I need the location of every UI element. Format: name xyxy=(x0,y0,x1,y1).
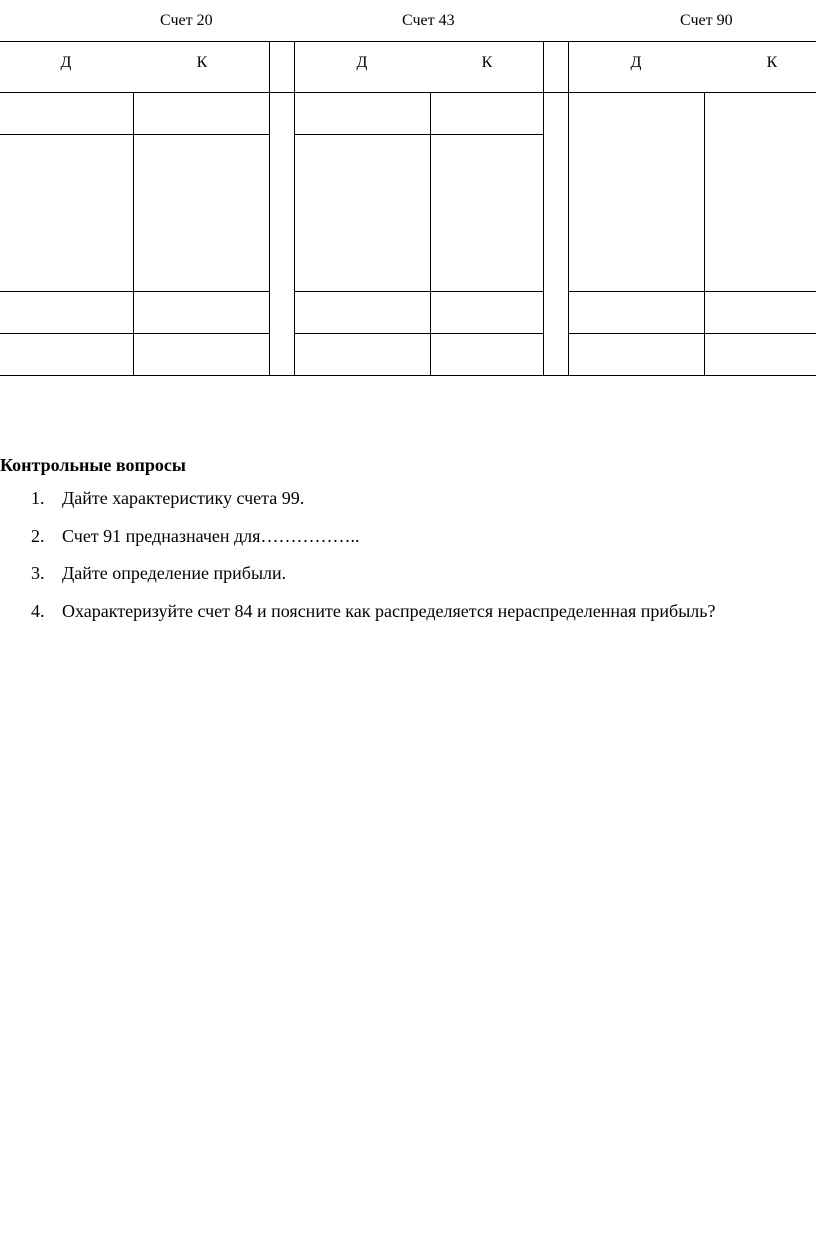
account-title-20: Счет 20 xyxy=(160,12,213,29)
acct90-credit-header: К xyxy=(766,54,778,71)
acct20-debit-header: Д xyxy=(60,54,72,71)
gap-left-2 xyxy=(543,41,544,376)
grid-line-row-2-acct90 xyxy=(568,291,816,292)
question-text: Дайте характеристику счета 99. xyxy=(62,488,305,508)
grid-line-row-1-acct20 xyxy=(0,134,269,135)
grid-line-bottom xyxy=(0,375,816,376)
account-title-90: Счет 90 xyxy=(680,12,733,29)
grid-line-row-3-acct43 xyxy=(294,333,543,334)
questions-heading: Контрольные вопросы xyxy=(0,455,186,475)
question-text: Охарактеризуйте счет 84 и поясните как распределяется нераспределенная прибыль? xyxy=(62,600,716,621)
grid-line-row-1-acct43 xyxy=(294,134,543,135)
divider-acct90 xyxy=(704,92,705,376)
divider-acct20 xyxy=(133,92,134,376)
question-text: Счет 91 предназначен для…………….. xyxy=(62,525,360,546)
grid-line-row-3-acct90 xyxy=(568,333,816,334)
gap-right-1 xyxy=(294,41,295,376)
gap-right-2 xyxy=(568,41,569,376)
divider-acct43 xyxy=(430,92,431,376)
grid-line-header-bottom xyxy=(0,92,816,93)
question-number: 3. xyxy=(31,563,45,583)
question-number: 4. xyxy=(31,600,45,621)
grid-line-row-2-acct43 xyxy=(294,291,543,292)
acct43-credit-header: К xyxy=(481,54,493,71)
acct90-debit-header: Д xyxy=(630,54,642,71)
grid-line-row-3-acct20 xyxy=(0,333,269,334)
grid-line-row-2-acct20 xyxy=(0,291,269,292)
question-number: 2. xyxy=(31,525,45,546)
account-title-43: Счет 43 xyxy=(402,12,455,29)
question-number: 1. xyxy=(31,488,45,508)
acct43-debit-header: Д xyxy=(356,54,368,71)
question-text: Дайте определение прибыли. xyxy=(62,563,287,583)
acct20-credit-header: К xyxy=(196,54,208,71)
grid-line-top xyxy=(0,41,816,42)
gap-left-1 xyxy=(269,41,270,376)
